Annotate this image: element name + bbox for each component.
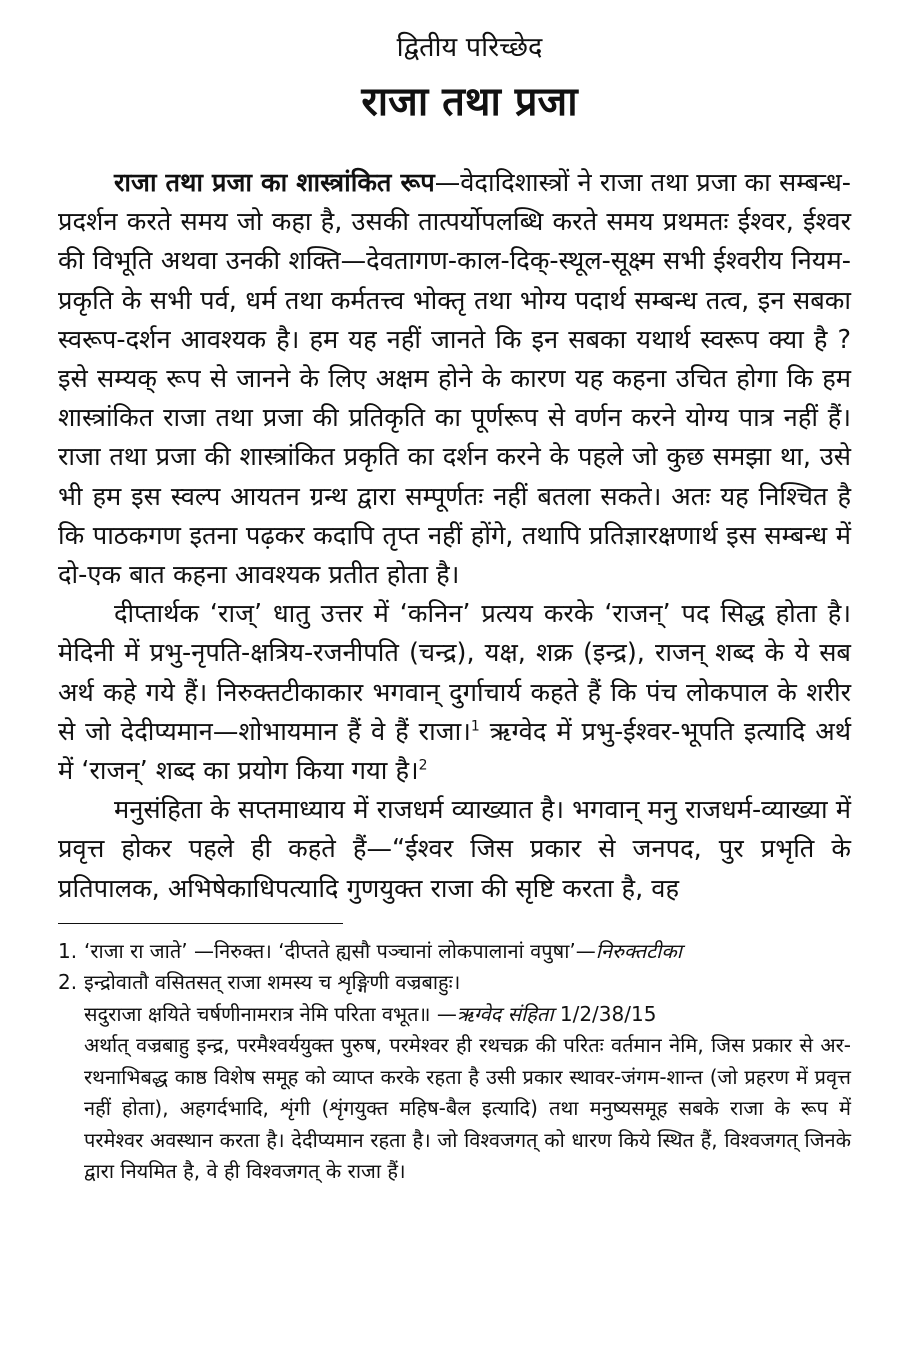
footnote-1-number: 1. — [58, 938, 78, 963]
paragraph-3: मनुसंहिता के सप्तमाध्याय में राजधर्म व्याख्यात है। भगवान् मनु राजधर्म-व्याख्या में प्रवृत्त होकर पहले ही कहते हैं—“ईश्वर जिस प्रकार से जनपद, पुर प्रभृति के प्रतिपालक, अभिषेकाधिपत्यादि गुणयुक्त राजा की सृष्टि करता है, वह — [58, 795, 851, 904]
footnote-2-source: ऋग्वेद संहिता — [456, 1001, 554, 1026]
paragraph-2-text-b: ऋग्वेद में प्रभु-ईश्वर-भूपति इत्यादि अर्थ में ‘राजन्’ शब्द का प्रयोग किया गया है। — [58, 716, 852, 787]
footnote-2-verse-line-2 — [84, 999, 851, 1031]
paragraph-2 — [58, 595, 851, 791]
footnote-2-number: 2. — [58, 970, 78, 995]
footnote-ref-2: 2 — [418, 757, 428, 774]
paragraph-1 — [58, 164, 851, 595]
footnote-1-text: ‘राजा रा जाते’ —निरुक्त। ‘दीप्तते ह्यसौ पञ्चानां लोकपालानां वपुषा’— — [84, 938, 596, 963]
footnote-2-reference: 1/2/38/15 — [553, 1001, 657, 1026]
footnote-2 — [58, 967, 851, 1188]
footnote-2-verse-text: सदुराजा क्षयिते चर्षणीनामरात्र नेमि परिता वभूत॥ — — [84, 1001, 457, 1026]
chapter-title: राजा तथा प्रजा — [361, 79, 578, 125]
paragraph-1-text: —वेदादिशास्त्रों ने राजा तथा प्रजा का सम्बन्ध-प्रदर्शन करते समय जो कहा है, उसकी तात्पर्योपलब्धि करते समय प्रथमतः ईश्वर, ईश्वर की विभूति अथवा उनकी शक्ति—देवतागण-काल-दिक्-स्थूल-सूक्ष्म सभी ईश्वरीय नियम-प्रकृति के सभी पर्व, धर्म तथा कर्मतत्त्व भोक्तृ तथा भोग्य पदार्थ सम्बन्ध तत्व, इन सबका स्वरूप-दर्शन आवश्यक है। हम यह नहीं जानते कि इन सबका यथार्थ स्वरूप क्या है ? इसे सम्यक् रूप से जानने के लिए अक्षम होने के कारण यह कहना उचित होगा कि हम शास्त्रांकित राजा तथा प्रजा की प्रतिकृति का पूर्णरूप से वर्णन करने योग्य पात्र नहीं हैं। राजा तथा प्रजा की शास्त्रांकित प्रकृति का दर्शन करने के पहले जो कुछ समझा था, उसे भी हम इस स्वल्प आयतन ग्रन्थ द्वारा सम्पूर्णतः नहीं बतला सकते। अतः यह निश्चित है कि पाठकगण इतना पढ़कर कदापि तृप्त नहीं होंगे, तथापि प्रतिज्ञारक्षणार्थ इस सम्बन्ध में दो-एक बात कहना आवश्यक प्रतीत होता है। — [58, 168, 851, 591]
footnote-1 — [58, 936, 851, 968]
footnote-1-source: निरुक्तटीका — [595, 938, 682, 963]
footnote-ref-1: 1 — [470, 718, 480, 735]
footnote-divider — [58, 923, 343, 924]
paragraph-1-lead: राजा तथा प्रजा का शास्त्रांकित रूप — [114, 168, 435, 198]
footnote-2-explanation: अर्थात् वज्रबाहु इन्द्र, परमैश्वर्ययुक्त पुरुष, परमेश्वर ही रथचक्र की परितः वर्तमान नेमि, जिस प्रकार से अर-रथनाभिबद्ध काष्ठ विशेष समूह को व्याप्त करके रहता है उसी प्रकार स्थावर-जंगम-शान्त (जो प्रहरण में प्रवृत्त नहीं होता), अहगर्दभादि, शृंगी (शृंगयुक्त महिष-बैल इत्यादि) तथा मनुष्यसमूह सबके राजा के रूप में परमेश्वर अवस्थान करता है। देदीप्यमान रहता है। जो विश्वजगत् को धारण किये स्थित हैं, विश्वजगत् जिनके द्वारा नियमित है, वे ही विश्वजगत् के राजा हैं। — [84, 1033, 851, 1184]
chapter-label: द्वितीय परिच्छेद — [396, 32, 543, 63]
footnote-2-verse-line-1: इन्द्रोवातौ वसितसत् राजा शमस्य च शृङ्गिणी वज्रबाहुः। — [84, 970, 461, 995]
footnote-2-body — [84, 967, 851, 1188]
footnote-1-body — [84, 936, 851, 968]
paragraph-2-text-a: दीप्तार्थक ‘राज्’ धातु उत्तर में ‘कनिन’ प्रत्यय करके ‘राजन्’ पद सिद्ध होता है। मेदिनी में प्रभु-नृपति-क्षत्रिय-रजनीपति (चन्द्र), यक्ष, शक्र (इन्द्र), राजन् शब्द के ये सब अर्थ कहे गये हैं। निरुक्तटीकाकार भगवान् दुर्गाचार्य कहते हैं कि पंच लोकपाल के शरीर से जो देदीप्यमान—शोभायमान हैं वे हैं राजा। — [58, 599, 851, 747]
